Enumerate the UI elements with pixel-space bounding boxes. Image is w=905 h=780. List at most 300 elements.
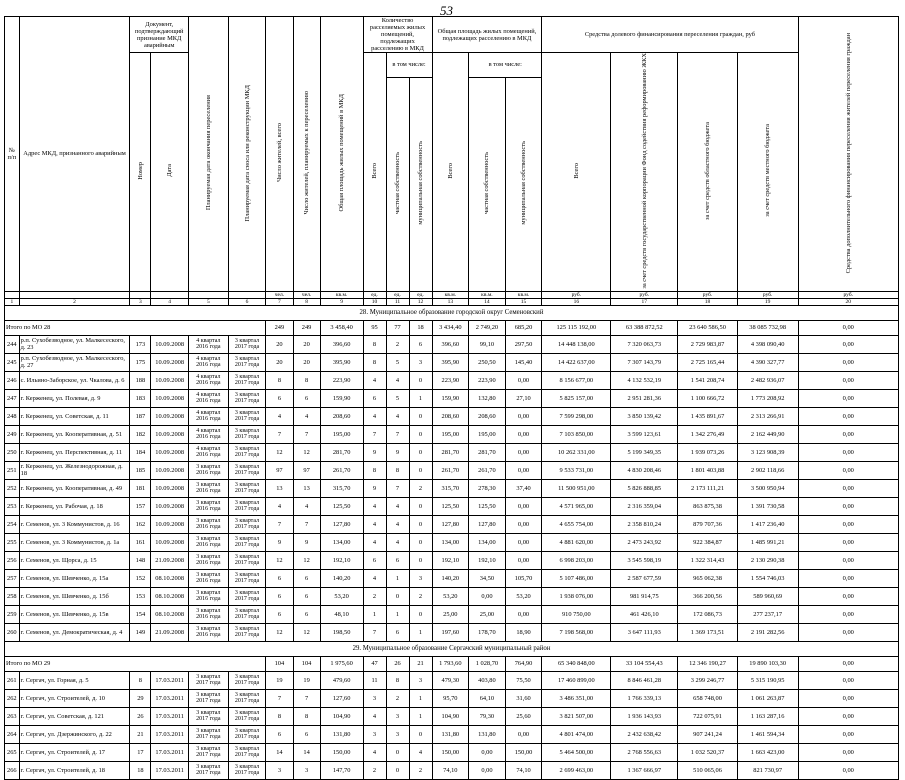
table-cell: 3 квартал 2017 года xyxy=(228,569,266,587)
table-cell: 297,50 xyxy=(505,335,542,353)
table-cell: 0,00 xyxy=(505,443,542,461)
header-count-municipal: муниципальная собственность xyxy=(409,77,432,291)
table-row xyxy=(5,533,899,551)
table-cell: 11 500 951,00 xyxy=(542,479,611,497)
table-cell: 1 xyxy=(363,605,386,623)
table-cell: 21 xyxy=(130,725,151,743)
table-cell: 2 358 810,24 xyxy=(611,515,678,533)
table-cell: 4 квартал 2016 года xyxy=(188,407,228,425)
table-row xyxy=(5,443,899,461)
table-cell: 7 103 850,00 xyxy=(542,425,611,443)
table-cell: 97 xyxy=(293,461,320,479)
table-cell: 3 квартал 2017 года xyxy=(228,725,266,743)
table-cell: 10.09.2008 xyxy=(151,389,189,407)
table-cell: 14 xyxy=(293,743,320,761)
table-row xyxy=(5,725,899,743)
table-row xyxy=(5,389,899,407)
table-cell: 461 426,10 xyxy=(611,605,678,623)
address-cell: г. Сергач, ул. Строителей, д. 17 xyxy=(19,743,130,761)
table-cell: 3 квартал 2017 года xyxy=(228,515,266,533)
table-cell: 95,70 xyxy=(432,689,469,707)
table-cell: 1 163 287,16 xyxy=(737,707,798,725)
table-cell: 195,00 xyxy=(432,425,469,443)
total-cell: 764,90 xyxy=(505,656,542,671)
table-cell: 0,00 xyxy=(798,425,899,443)
table-cell: 722 075,91 xyxy=(678,707,738,725)
table-cell: 17.03.2011 xyxy=(151,725,189,743)
table-cell: 0,00 xyxy=(505,425,542,443)
table-cell: 3 123 908,39 xyxy=(737,443,798,461)
table-cell: 7 307 143,79 xyxy=(611,353,678,371)
table-cell: 1 369 173,51 xyxy=(678,623,738,641)
table-cell: 150,00 xyxy=(320,743,363,761)
table-cell: 20 xyxy=(266,335,293,353)
table-cell: 29 xyxy=(130,689,151,707)
table-cell: 10.09.2008 xyxy=(151,533,189,551)
table-cell: 105,70 xyxy=(505,569,542,587)
column-number-cell: 14 xyxy=(469,298,506,305)
table-cell: 0,00 xyxy=(798,461,899,479)
table-cell: 10.09.2008 xyxy=(151,497,189,515)
table-cell: 2 191 282,56 xyxy=(737,623,798,641)
table-cell: 125,50 xyxy=(469,497,506,515)
unit-cell: руб. xyxy=(678,291,738,298)
header-fund-fund: за счет средств государственной корпорации Фонд содействия реформированию ЖКХ xyxy=(611,53,678,292)
table-cell: 21.09.2008 xyxy=(151,623,189,641)
total-cell: 249 xyxy=(266,320,293,335)
table-cell: 4 xyxy=(386,533,409,551)
table-cell: 1 663 423,00 xyxy=(737,743,798,761)
table-cell: 195,00 xyxy=(469,425,506,443)
table-cell: 7 xyxy=(363,425,386,443)
table-cell: 910 750,00 xyxy=(542,605,611,623)
table-cell: 281,70 xyxy=(469,443,506,461)
table-cell: 8 846 461,28 xyxy=(611,671,678,689)
table-cell: 18,90 xyxy=(505,623,542,641)
table-cell: 249 xyxy=(5,425,20,443)
table-cell: 208,60 xyxy=(469,407,506,425)
table-cell: 4 xyxy=(266,407,293,425)
table-cell: 10 262 331,00 xyxy=(542,443,611,461)
table-row xyxy=(5,761,899,779)
table-row xyxy=(5,407,899,425)
table-cell: 3 квартал 2017 года xyxy=(228,707,266,725)
table-cell: 4 xyxy=(409,743,432,761)
table-cell: 10.09.2008 xyxy=(151,479,189,497)
table-cell: 2 173 111,21 xyxy=(678,479,738,497)
table-cell: 14 448 138,00 xyxy=(542,335,611,353)
resettlement-table xyxy=(4,16,899,780)
table-cell: 9 xyxy=(363,443,386,461)
table-cell: 2 432 638,42 xyxy=(611,725,678,743)
unit-cell: руб. xyxy=(798,291,899,298)
table-cell: 3 xyxy=(293,761,320,779)
table-cell: 281,70 xyxy=(432,443,469,461)
table-cell: 14 xyxy=(266,743,293,761)
table-cell: 0,00 xyxy=(798,569,899,587)
header-document: Документ, подтверждающий признание МКД аварийным xyxy=(130,17,189,53)
table-cell: 1 936 143,93 xyxy=(611,707,678,725)
table-cell: 2 729 983,87 xyxy=(678,335,738,353)
table-cell: 1 xyxy=(409,707,432,725)
table-cell: 4 квартал 2016 года xyxy=(188,335,228,353)
table-cell: 8 xyxy=(266,707,293,725)
unit-cell: ед. xyxy=(363,291,386,298)
table-cell: 148 xyxy=(130,551,151,569)
total-cell: 0,00 xyxy=(798,320,899,335)
table-cell: 4 830 208,46 xyxy=(611,461,678,479)
table-cell: 5 315 190,95 xyxy=(737,671,798,689)
table-cell: 2 xyxy=(386,689,409,707)
table-cell: 3 квартал 2017 года xyxy=(228,671,266,689)
table-row xyxy=(5,689,899,707)
total-cell: 1 975,60 xyxy=(320,656,363,671)
table-cell: 223,90 xyxy=(432,371,469,389)
table-cell: 7 320 063,73 xyxy=(611,335,678,353)
table-cell: 4 xyxy=(363,569,386,587)
table-cell: 4 xyxy=(386,497,409,515)
table-cell: 3 квартал 2016 года xyxy=(188,533,228,551)
total-label: Итого по МО 29 xyxy=(5,656,266,671)
table-cell: 192,10 xyxy=(432,551,469,569)
table-cell: 246 xyxy=(5,371,20,389)
table-cell: 4 xyxy=(386,407,409,425)
table-cell: 3 квартал 2017 года xyxy=(188,707,228,725)
table-cell: 1 939 073,26 xyxy=(678,443,738,461)
table-cell: 3 квартал 2017 года xyxy=(188,671,228,689)
table-cell: 97 xyxy=(266,461,293,479)
table-cell: 6 xyxy=(293,725,320,743)
table-row xyxy=(5,371,899,389)
units-row xyxy=(5,291,899,298)
table-cell: 259 xyxy=(5,605,20,623)
address-cell: г. Керженец, ул. Кооперативная, д. 51 xyxy=(19,425,130,443)
table-cell: 261,70 xyxy=(469,461,506,479)
table-cell: 8 xyxy=(386,671,409,689)
address-cell: г. Керженец, ул. Советская, д. 11 xyxy=(19,407,130,425)
table-cell: 4 xyxy=(293,407,320,425)
table-cell: 13 xyxy=(266,479,293,497)
table-cell: 4 881 620,00 xyxy=(542,533,611,551)
table-row xyxy=(5,353,899,371)
table-cell: 247 xyxy=(5,389,20,407)
table-cell: 127,80 xyxy=(432,515,469,533)
table-cell: 0,00 xyxy=(798,371,899,389)
address-cell: г. Сергач, ул. Строителей, д. 10 xyxy=(19,689,130,707)
table-cell: 7 xyxy=(386,479,409,497)
total-cell: 19 890 103,30 xyxy=(737,656,798,671)
table-cell: 4 квартал 2016 года xyxy=(188,389,228,407)
table-cell: 53,20 xyxy=(432,587,469,605)
table-cell: 0,00 xyxy=(505,371,542,389)
table-cell: 0,00 xyxy=(505,497,542,515)
table-cell: 198,50 xyxy=(320,623,363,641)
table-cell: 2 xyxy=(409,479,432,497)
table-cell: 2 725 165,44 xyxy=(678,353,738,371)
table-row xyxy=(5,515,899,533)
table-cell: 7 xyxy=(266,515,293,533)
table-cell: 17.03.2011 xyxy=(151,689,189,707)
table-cell: 1 061 263,87 xyxy=(737,689,798,707)
column-number-cell: 20 xyxy=(798,298,899,305)
table-cell: 0,00 xyxy=(505,725,542,743)
table-cell: 223,90 xyxy=(469,371,506,389)
header-fund-total: Всего xyxy=(542,53,611,292)
table-cell: 13 xyxy=(293,479,320,497)
table-cell: 0,00 xyxy=(469,587,506,605)
table-cell: 261,70 xyxy=(320,461,363,479)
table-cell: 0 xyxy=(409,533,432,551)
page-number: 53 xyxy=(440,3,453,18)
table-cell: 4 квартал 2016 года xyxy=(188,371,228,389)
unit-cell: чел. xyxy=(266,291,293,298)
header-residents: Число жителей, всего xyxy=(266,17,293,292)
header-date: Дата xyxy=(151,53,189,292)
table-cell: 0,00 xyxy=(798,671,899,689)
table-cell: 127,80 xyxy=(469,515,506,533)
table-cell: 0,00 xyxy=(798,533,899,551)
table-cell: 3 квартал 2017 года xyxy=(188,743,228,761)
table-cell: 7 xyxy=(266,425,293,443)
column-number-cell: 9 xyxy=(320,298,363,305)
table-row xyxy=(5,671,899,689)
table-cell: 10.09.2008 xyxy=(151,461,189,479)
table-cell: 2 951 281,36 xyxy=(611,389,678,407)
table-cell: 3 xyxy=(386,707,409,725)
table-cell: 3 квартал 2016 года xyxy=(188,623,228,641)
table-cell: 34,50 xyxy=(469,569,506,587)
column-number-cell: 8 xyxy=(293,298,320,305)
table-cell: 251 xyxy=(5,461,20,479)
header-fund-extra: Средства дополнительного финансирования переселения жителей переселения граждан xyxy=(798,17,899,292)
column-number-cell: 10 xyxy=(363,298,386,305)
header-planned-end: Планируемая дата окончания переселения xyxy=(188,17,228,292)
table-cell: 12 xyxy=(293,551,320,569)
total-cell: 3 458,40 xyxy=(320,320,363,335)
table-cell: 53,20 xyxy=(320,587,363,605)
unit-cell: кв.м. xyxy=(469,291,506,298)
table-row xyxy=(5,587,899,605)
table-cell: 965 062,38 xyxy=(678,569,738,587)
table-cell: 4 xyxy=(363,407,386,425)
table-cell: 19 xyxy=(293,671,320,689)
table-cell: 4 xyxy=(363,497,386,515)
table-cell: 3 545 598,19 xyxy=(611,551,678,569)
table-cell: 0,00 xyxy=(798,407,899,425)
table-cell: 0,00 xyxy=(469,761,506,779)
table-cell: 0,00 xyxy=(798,761,899,779)
table-cell: 3 квартал 2017 года xyxy=(228,443,266,461)
section-total-row xyxy=(5,656,899,671)
table-cell: 0 xyxy=(386,761,409,779)
table-cell: 2 473 243,92 xyxy=(611,533,678,551)
table-cell: 4 квартал 2016 года xyxy=(188,425,228,443)
address-cell: г. Семенов, ул. Демократическая, д. 4 xyxy=(19,623,130,641)
table-cell: 0,00 xyxy=(798,725,899,743)
table-cell: 2 699 463,00 xyxy=(542,761,611,779)
table-cell: 1 554 746,03 xyxy=(737,569,798,587)
table-cell: 7 xyxy=(293,425,320,443)
table-cell: 0,00 xyxy=(798,515,899,533)
table-cell: 6 xyxy=(266,725,293,743)
table-cell: 0 xyxy=(409,461,432,479)
header-no: № п/п xyxy=(5,17,20,292)
total-cell: 77 xyxy=(386,320,409,335)
table-cell: 1 801 403,88 xyxy=(678,461,738,479)
table-cell: 140,20 xyxy=(432,569,469,587)
table-cell: 4 xyxy=(363,707,386,725)
table-row xyxy=(5,335,899,353)
table-cell: 10.09.2008 xyxy=(151,353,189,371)
table-cell: 0,00 xyxy=(798,707,899,725)
table-cell: 3 квартал 2017 года xyxy=(228,587,266,605)
table-cell: 1 938 076,00 xyxy=(542,587,611,605)
table-cell: 907 241,24 xyxy=(678,725,738,743)
table-cell: 4 xyxy=(266,497,293,515)
table-cell: 4 квартал 2016 года xyxy=(188,353,228,371)
table-cell: 0 xyxy=(409,725,432,743)
address-cell: г. Керженец, ул. Полевая, д. 9 xyxy=(19,389,130,407)
table-header xyxy=(5,17,899,292)
table-cell: 3 599 123,61 xyxy=(611,425,678,443)
table-cell: 0 xyxy=(386,743,409,761)
table-cell: 3 квартал 2017 года xyxy=(228,407,266,425)
table-cell: 1 773 208,92 xyxy=(737,389,798,407)
table-cell: 0,00 xyxy=(798,353,899,371)
unit-cell xyxy=(228,291,266,298)
header-fund-region: за счет средств областного бюджета xyxy=(678,53,738,292)
table-cell: 3 квартал 2016 года xyxy=(188,461,228,479)
table-cell: 9 xyxy=(386,443,409,461)
table-cell: 17 460 899,00 xyxy=(542,671,611,689)
table-cell: 2 587 677,59 xyxy=(611,569,678,587)
column-number-cell: 1 xyxy=(5,298,20,305)
table-cell: 7 xyxy=(386,425,409,443)
table-cell: 5 199 349,35 xyxy=(611,443,678,461)
table-cell: 0,00 xyxy=(798,551,899,569)
table-cell: 3 xyxy=(266,761,293,779)
total-cell: 63 388 872,52 xyxy=(611,320,678,335)
table-cell: 181 xyxy=(130,479,151,497)
table-cell: 0,00 xyxy=(798,689,899,707)
table-cell: 208,60 xyxy=(432,407,469,425)
table-cell: 185 xyxy=(130,461,151,479)
table-cell: 1 322 314,43 xyxy=(678,551,738,569)
address-cell: г. Сергач, ул. Дзержинского, д. 22 xyxy=(19,725,130,743)
table-cell: 6 998 203,00 xyxy=(542,551,611,569)
table-cell: 3 квартал 2017 года xyxy=(228,335,266,353)
unit-cell: ед. xyxy=(386,291,409,298)
table-row xyxy=(5,707,899,725)
table-cell: 0,00 xyxy=(505,605,542,623)
table-cell: 281,70 xyxy=(320,443,363,461)
table-cell: 6 xyxy=(293,587,320,605)
table-cell: 3 квартал 2016 года xyxy=(188,569,228,587)
table-cell: 7 198 568,00 xyxy=(542,623,611,641)
header-area-municipal: муниципальная собственность xyxy=(505,77,542,291)
table-cell: 3 квартал 2017 года xyxy=(188,761,228,779)
table-cell: 17.03.2011 xyxy=(151,761,189,779)
table-cell: 5 xyxy=(386,389,409,407)
table-row xyxy=(5,479,899,497)
total-cell: 26 xyxy=(386,656,409,671)
table-cell: 132,80 xyxy=(469,389,506,407)
table-cell: 396,60 xyxy=(432,335,469,353)
table-cell: 250 xyxy=(5,443,20,461)
table-cell: 3 квартал 2017 года xyxy=(228,461,266,479)
table-cell: 3 квартал 2017 года xyxy=(228,623,266,641)
header-planned-demolition: Планируемая дата сноса или реконструкции МКД xyxy=(228,17,266,292)
table-cell: 184 xyxy=(130,443,151,461)
table-cell: 3 xyxy=(409,671,432,689)
table-cell: 25,00 xyxy=(469,605,506,623)
table-cell: 395,90 xyxy=(432,353,469,371)
table-cell: 2 316 359,04 xyxy=(611,497,678,515)
table-cell: 74,10 xyxy=(505,761,542,779)
table-cell: 17.03.2011 xyxy=(151,707,189,725)
table-cell: 395,90 xyxy=(320,353,363,371)
table-cell: 5 825 157,00 xyxy=(542,389,611,407)
table-cell: 265 xyxy=(5,743,20,761)
column-number-cell: 19 xyxy=(737,298,798,305)
table-cell: 131,80 xyxy=(469,725,506,743)
table-cell: 17.03.2011 xyxy=(151,671,189,689)
column-numbers-row xyxy=(5,298,899,305)
address-cell: р.п. Сухобезводное, ул. Малкесеского, д. 27 xyxy=(19,353,130,371)
table-cell: 1 xyxy=(386,605,409,623)
unit-cell xyxy=(188,291,228,298)
table-cell: 315,70 xyxy=(432,479,469,497)
unit-cell: руб. xyxy=(611,291,678,298)
unit-cell: чел. xyxy=(293,291,320,298)
table-cell: 37,40 xyxy=(505,479,542,497)
table-cell: 248 xyxy=(5,407,20,425)
column-number-cell: 11 xyxy=(386,298,409,305)
table-cell: 3 квартал 2017 года xyxy=(228,479,266,497)
unit-cell xyxy=(5,291,20,298)
table-cell: 6 xyxy=(409,335,432,353)
table-cell: 6 xyxy=(266,569,293,587)
unit-cell: ед. xyxy=(409,291,432,298)
column-number-cell: 5 xyxy=(188,298,228,305)
unit-cell: кв.м. xyxy=(505,291,542,298)
column-number-cell: 4 xyxy=(151,298,189,305)
total-label: Итого по МО 28 xyxy=(5,320,266,335)
address-cell: г. Семенов, ул. Шевченко, д. 15а xyxy=(19,569,130,587)
table-cell: 8 xyxy=(266,371,293,389)
table-cell: 0 xyxy=(409,425,432,443)
table-cell: 10.09.2008 xyxy=(151,515,189,533)
table-cell: 6 xyxy=(386,551,409,569)
header-funding: Средства долевого финансирования переселения граждан, руб xyxy=(542,17,798,53)
table-cell: 4 xyxy=(363,371,386,389)
table-cell: 175 xyxy=(130,353,151,371)
address-cell: г. Семенов, ул. Шевченко, д. 15б xyxy=(19,587,130,605)
table-row xyxy=(5,743,899,761)
table-cell: 6 xyxy=(386,623,409,641)
unit-cell: руб. xyxy=(737,291,798,298)
table-cell: 154 xyxy=(130,605,151,623)
table-cell: 8 xyxy=(363,461,386,479)
table-row xyxy=(5,605,899,623)
table-cell: 1 032 520,37 xyxy=(678,743,738,761)
table-cell: 8 156 677,00 xyxy=(542,371,611,389)
table-cell: 75,50 xyxy=(505,671,542,689)
table-cell: 187 xyxy=(130,407,151,425)
table-cell: 2 xyxy=(363,761,386,779)
table-cell: 21.09.2008 xyxy=(151,551,189,569)
table-cell: 6 xyxy=(363,389,386,407)
